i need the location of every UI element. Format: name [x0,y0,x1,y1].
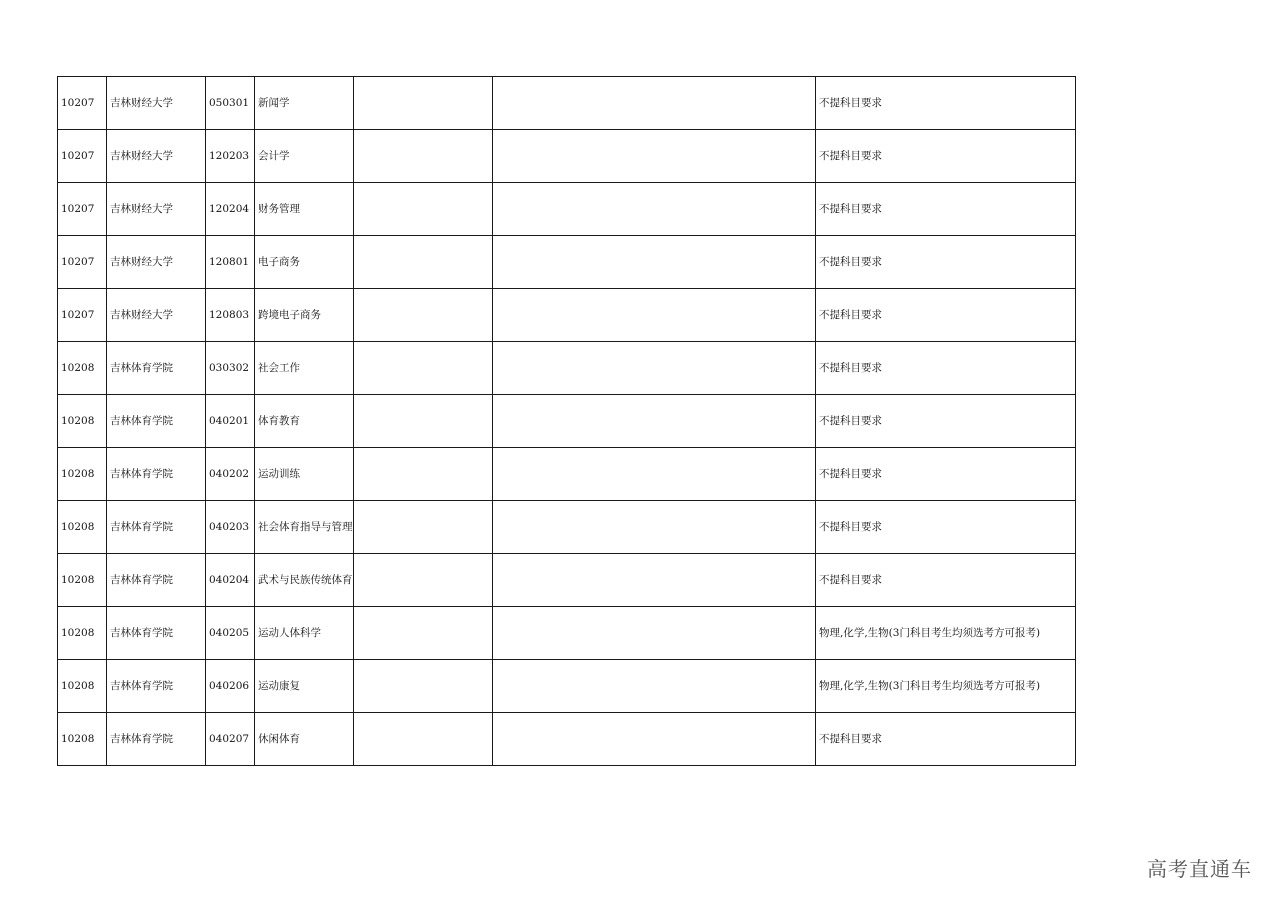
table-row [58,501,1076,554]
empty-cell [354,660,493,713]
school-code-cell: 10208 [58,660,107,713]
empty-cell [354,448,493,501]
school-name-cell: 吉林财经大学 [107,183,206,236]
watermark-text: 高考直通车 [1147,857,1252,881]
major-name-cell: 跨境电子商务 [255,289,354,342]
table-row [58,607,1076,660]
major-code-cell: 040207 [206,713,255,766]
major-code-cell: 030302 [206,342,255,395]
table-row [58,130,1076,183]
empty-cell [354,183,493,236]
empty-cell [354,342,493,395]
empty-cell [493,395,816,448]
school-name-cell: 吉林体育学院 [107,607,206,660]
table-row [58,713,1076,766]
major-name-cell: 运动人体科学 [255,607,354,660]
subject-requirement-cell: 不提科目要求 [816,236,1076,289]
school-name-cell: 吉林财经大学 [107,130,206,183]
major-code-cell: 040206 [206,660,255,713]
empty-cell [493,554,816,607]
table-row [58,660,1076,713]
major-code-cell: 120801 [206,236,255,289]
school-name-cell: 吉林财经大学 [107,236,206,289]
major-code-cell: 120204 [206,183,255,236]
empty-cell [493,77,816,130]
table-row [58,554,1076,607]
major-code-cell: 040205 [206,607,255,660]
major-name-cell: 电子商务 [255,236,354,289]
table-row [58,342,1076,395]
school-name-cell: 吉林财经大学 [107,289,206,342]
major-name-cell: 运动训练 [255,448,354,501]
school-code-cell: 10208 [58,501,107,554]
school-code-cell: 10207 [58,236,107,289]
school-name-cell: 吉林体育学院 [107,395,206,448]
empty-cell [493,713,816,766]
subject-requirement-cell: 不提科目要求 [816,289,1076,342]
school-name-cell: 吉林体育学院 [107,342,206,395]
school-code-cell: 10208 [58,607,107,660]
school-name-cell: 吉林财经大学 [107,77,206,130]
empty-cell [354,395,493,448]
subject-requirement-cell: 不提科目要求 [816,395,1076,448]
school-code-cell: 10207 [58,77,107,130]
empty-cell [354,289,493,342]
major-code-cell: 120803 [206,289,255,342]
major-code-cell: 120203 [206,130,255,183]
school-code-cell: 10208 [58,713,107,766]
school-name-cell: 吉林体育学院 [107,660,206,713]
empty-cell [354,77,493,130]
major-name-cell: 社会体育指导与管理 [255,501,354,554]
major-name-cell: 社会工作 [255,342,354,395]
empty-cell [354,130,493,183]
school-code-cell: 10207 [58,130,107,183]
major-name-cell: 新闻学 [255,77,354,130]
table-row [58,236,1076,289]
school-code-cell: 10208 [58,342,107,395]
subject-requirement-cell: 不提科目要求 [816,713,1076,766]
school-name-cell: 吉林体育学院 [107,501,206,554]
major-name-cell: 财务管理 [255,183,354,236]
empty-cell [493,501,816,554]
empty-cell [493,660,816,713]
major-code-cell: 040203 [206,501,255,554]
empty-cell [354,501,493,554]
empty-cell [354,554,493,607]
table-body [58,77,1076,766]
table-row [58,448,1076,501]
empty-cell [493,289,816,342]
school-code-cell: 10208 [58,554,107,607]
subject-requirement-cell: 物理,化学,生物(3门科目考生均须选考方可报考) [816,660,1076,713]
empty-cell [493,130,816,183]
table-row [58,395,1076,448]
major-code-cell: 040202 [206,448,255,501]
subject-requirement-cell: 不提科目要求 [816,448,1076,501]
subject-requirement-cell: 不提科目要求 [816,77,1076,130]
major-code-cell: 040201 [206,395,255,448]
major-name-cell: 体育教育 [255,395,354,448]
major-name-cell: 休闲体育 [255,713,354,766]
school-name-cell: 吉林体育学院 [107,713,206,766]
subject-requirements-table [57,76,1076,766]
subject-requirement-cell: 不提科目要求 [816,130,1076,183]
subject-requirement-cell: 不提科目要求 [816,501,1076,554]
empty-cell [354,607,493,660]
school-code-cell: 10207 [58,289,107,342]
table-row [58,289,1076,342]
subject-requirement-cell: 不提科目要求 [816,183,1076,236]
major-code-cell: 040204 [206,554,255,607]
subject-requirement-cell: 不提科目要求 [816,342,1076,395]
school-code-cell: 10208 [58,395,107,448]
table-row [58,77,1076,130]
major-code-cell: 050301 [206,77,255,130]
major-name-cell: 运动康复 [255,660,354,713]
major-name-cell: 会计学 [255,130,354,183]
subject-requirement-cell: 不提科目要求 [816,554,1076,607]
empty-cell [493,607,816,660]
school-code-cell: 10208 [58,448,107,501]
major-name-cell: 武术与民族传统体育 [255,554,354,607]
subject-requirement-cell: 物理,化学,生物(3门科目考生均须选考方可报考) [816,607,1076,660]
table-row [58,183,1076,236]
empty-cell [493,183,816,236]
empty-cell [493,342,816,395]
empty-cell [493,236,816,289]
school-name-cell: 吉林体育学院 [107,448,206,501]
empty-cell [354,236,493,289]
school-name-cell: 吉林体育学院 [107,554,206,607]
empty-cell [493,448,816,501]
empty-cell [354,713,493,766]
school-code-cell: 10207 [58,183,107,236]
